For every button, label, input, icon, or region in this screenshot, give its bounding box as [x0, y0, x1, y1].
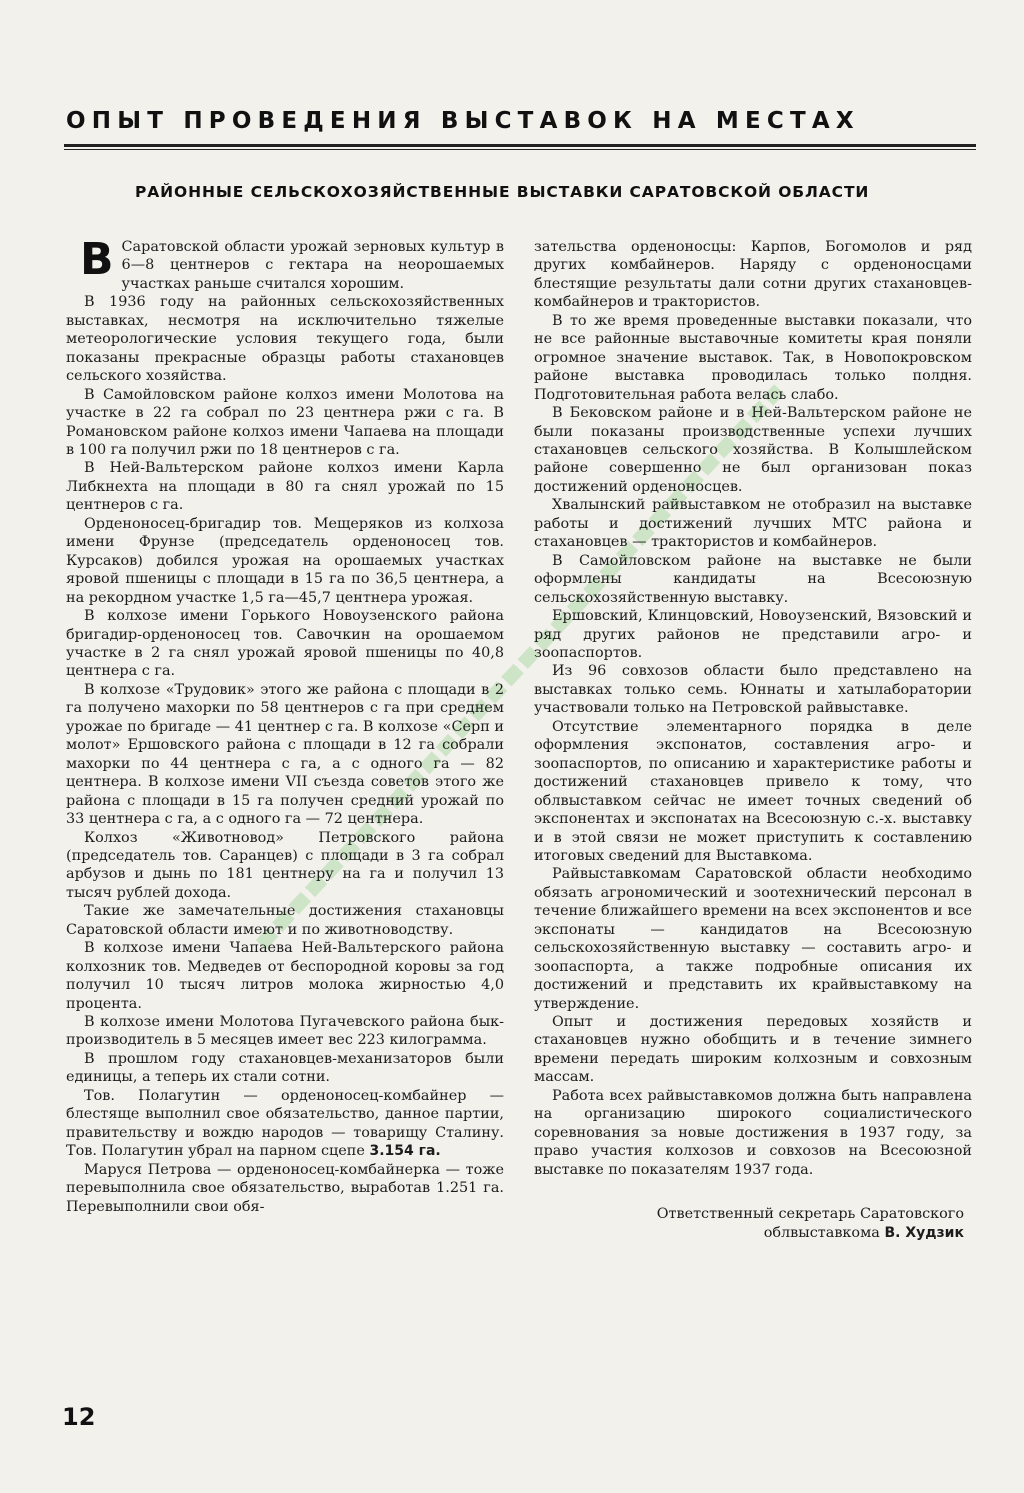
paragraph: В прошлом году стахановцев-механизаторов были единицы, а теперь их стали сотни.: [66, 1050, 504, 1086]
paragraph: В колхозе «Трудовик» этого же района с площади в 2 га получено махорки по 58 центнеров с га при среднем урожае по бригаде — 41 центнер с га. В колхозе «Серп и молот» Ершовского района с площади в 12 га собрали махорки по 44 центнера с га, а с одного га — 82 центнера. В колхозе имени VII съезда советов этого же района с площади в 15 га получен средний урожай по 33 центнера с га, а с одного га — 72 центнера.: [66, 681, 504, 828]
paragraph: Хвалынский райвыставком не отобразил на выставке работы и достижений лучших МТС района и стахановцев — трактористов и комбайнеров.: [534, 497, 972, 551]
paragraph: Ершовский, Клинцовский, Новоузенский, Вязовский и ряд других районов не представили агро- и зоопаспортов.: [534, 608, 972, 661]
paragraph: Отсутствие элементарного порядка в деле оформления экспонатов, составления агро- и зоопаспортов, по описанию и характеристике работы и достижений стахановцев привело к тому, что облвыставком сейчас не имеет точных сведений об экспонентах и экспонатах на Всесоюзную с.-х. выставку и в этой связи не может приступить к составлению итоговых сведений для Выставкома.: [534, 718, 972, 864]
signature-name: В. Худзик: [884, 1224, 964, 1241]
signature-org-line: облвыставкома В. Худзик: [763, 1224, 964, 1241]
signature-block: [534, 1205, 972, 1242]
paragraph: Орденоносец-бригадир тов. Мещеряков из колхоза имени Фрунзе (председатель орденоносец тов. Курсаков) добился урожая на орошаемых участках яровой пшеницы с площади в 15 га по 36,5 центнера, а на рекордном участке 1,5 га—45,7 центнера урожая.: [66, 515, 504, 606]
paragraph: Такие же замечательные достижения стахановцы Саратовской области имеют и по животноводству.: [66, 903, 504, 938]
paragraph: зательства орденоносцы: Карпов, Богомолов и ряд других комбайнеров. Наряду с орденоносцами блестящие результаты дали сотни других стахановцев-комбайнеров и трактористов.: [534, 239, 972, 311]
right-column: [534, 238, 972, 1242]
title-rule-thin: [64, 149, 976, 150]
paragraph: Райвыставкомам Саратовской области необходимо обязать агрономический и зоотехнический персонал в течение ближайшего времени на всех экспонентов и все экспонаты — кандидатов на Всесоюзную сельскохозяйственную выставку — составить агро- и зоопаспорта, а также подробные описания их достижений и представить их крайвыставкому на утверждение.: [534, 866, 972, 1012]
paragraph: Опыт и достижения передовых хозяйств и стахановцев нужно обобщить и в течение зимнего времени передать широким колхозным и совхозным массам.: [534, 1014, 972, 1086]
paragraph: В Ней-Вальтерском районе колхоз имени Карла Либкнехта на площади в 80 га снял урожай по 15 центнеров с га.: [66, 460, 504, 514]
signature-title: Ответственный секретарь Саратовского: [656, 1206, 964, 1223]
article-subtitle: РАЙОННЫЕ СЕЛЬСКОХОЗЯЙСТВЕННЫЕ ВЫСТАВКИ САРАТОВСКОЙ ОБЛАСТИ: [135, 183, 870, 201]
page-number: 12: [62, 1403, 96, 1431]
paragraph: В Самойловском районе колхоз имени Молотова на участке в 22 га собрал по 23 центнера ржи с га. В Романовском районе колхоз имени Чапаева на площади в 100 га получил ржи по 18 центнеров с га.: [66, 386, 504, 458]
paragraph: Из 96 совхозов области было представлено на выставках только семь. Юннаты и хатылаборатории участвовали только на Петровской райвыставке.: [534, 663, 972, 717]
paragraph: В колхозе имени Молотова Пугачевского района бык-производитель в 5 месяцев имеет вес 223 килограмма.: [66, 1014, 504, 1049]
paragraph: В Бековском районе и в Ней-Вальтерском районе не были показаны производственные успехи лучших стахановцев сельского хозяйства. В Колышлейском районе совершенно не был организован показ достижений орденоносцев.: [534, 405, 972, 495]
section-title: ОПЫТ ПРОВЕДЕНИЯ ВЫСТАВОК НА МЕСТАХ: [66, 108, 860, 134]
paragraph: Работа всех райвыставкомов должна быть направлена на организацию широкого социалистического соревнования за новые достижения в 1937 году, за право участия колхозов и совхозов на Всесоюзной выставке по показателям 1937 года.: [534, 1087, 972, 1178]
paragraph: В колхозе имени Чапаева Ней-Вальтерского района колхозник тов. Медведев от беспородной коровы за год получил 10 тысяч литров молока жирностью 4,0 процента.: [66, 940, 504, 1012]
paragraph: Колхоз «Животновод» Петровского района (председатель тов. Саранцев) с площади в 3 га собрал арбузов и дынь по 181 центнеру на га и получил 13 тысяч рублей дохода.: [66, 829, 504, 901]
paragraph: В колхозе имени Горького Новоузенского района бригадир-орденоносец тов. Савочкин на орошаемом участке в 2 га снял урожай яровой пшеницы по 40,8 центнера с га.: [66, 608, 504, 680]
paragraph: В Саратовской области урожай зерновых культур в 6—8 центнеров с гектара на неорошаемых участках раньше считался хорошим.: [80, 234, 504, 292]
paragraph: Тов. Полагутин — орденоносец-комбайнер — блестяще выполнил свое обязательство, данное партии, правительству и вождю народов — товарищу Сталину. Тов. Полагутин убрал на парном сцепе 3.154 га.: [66, 1087, 504, 1160]
title-rule-thick: [64, 144, 976, 147]
paragraph: В то же время проведенные выставки показали, что не все районные выставочные комитеты края поняли огромное значение выставок. Так, в Новопокровском районе выставка проводилась только полдня. Подготовительная работа велась слабо.: [534, 312, 972, 403]
drop-cap: В: [80, 234, 114, 285]
highlight-area: 3.154 га.: [369, 1143, 441, 1160]
paragraph: В 1936 году на районных сельскохозяйственных выставках, несмотря на исключительно тяжелые метеорологические условия текущего года, были показаны прекрасные образцы работы стахановцев сельского хозяйства.: [66, 294, 504, 385]
paragraph: В Самойловском районе на выставке не были оформлены кандидаты на Всесоюзную сельскохозяйственную выставку.: [534, 552, 972, 606]
left-column: [66, 234, 504, 1216]
paragraph: Маруся Петрова — орденоносец-комбайнерка — тоже перевыполнила свое обязательство, выработав 1.251 га. Перевыполнили свои обя-: [66, 1161, 504, 1215]
